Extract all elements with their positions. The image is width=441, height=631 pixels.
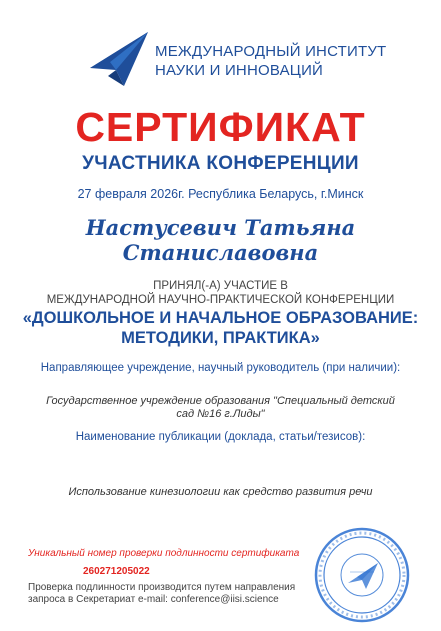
round-seal-stamp-icon	[312, 525, 412, 625]
publication-label: Наименование публикации (доклада, статьи/тезисов):	[75, 431, 366, 443]
conference-name-line-1: «ДОШКОЛЬНОЕ И НАЧАЛЬНОЕ ОБРАЗОВАНИЕ:	[22, 309, 419, 327]
date-place: 27 февраля 2026г. Республика Беларусь, г.Минск	[77, 187, 364, 201]
participant-name	[0, 215, 441, 265]
institution-label: Направляющее учреждение, научный руководитель (при наличии):	[40, 362, 401, 374]
certificate-subtitle: УЧАСТНИКА КОНФЕРЕНЦИИ	[82, 153, 359, 174]
verification-note-line-1: Проверка подлинности производится путем направления	[28, 582, 296, 593]
verification-note	[28, 582, 308, 606]
organization-line-1: МЕЖДУНАРОДНЫЙ ИНСТИТУТ	[155, 43, 387, 60]
verification-note-line-2: запроса в Секретариат e-mail: conference@iisi.science	[28, 594, 279, 605]
participation-line-1: ПРИНЯЛ(-А) УЧАСТИЕ В	[153, 280, 288, 292]
verification-number: 260271205022	[83, 566, 150, 577]
participation-line-2: МЕЖДУНАРОДНОЙ НАУЧНО-ПРАКТИЧЕСКОЙ КОНФЕРЕНЦИИ	[46, 294, 395, 306]
participant-name-line-1: Настусевич Татьяна	[85, 215, 356, 240]
paper-plane-logo-icon	[88, 28, 150, 90]
certificate-title: СЕРТИФИКАТ	[75, 104, 366, 150]
participation-statement	[0, 279, 441, 307]
institution-value	[30, 395, 411, 421]
participant-name-line-2: Станиславовна	[122, 240, 319, 265]
organization-name	[155, 42, 385, 80]
publication-value: Использование кинезиологии как средство развития речи	[68, 486, 373, 498]
institution-value-line-1: Государственное учреждение образования "Специальный детский	[46, 395, 395, 407]
organization-line-2: НАУКИ И ИННОВАЦИЙ	[155, 62, 324, 79]
conference-name-line-2: МЕТОДИКИ, ПРАКТИКА»	[121, 329, 320, 347]
institution-value-line-2: сад №16 г.Лиды"	[176, 408, 265, 420]
conference-name	[0, 308, 441, 348]
verification-label: Уникальный номер проверки подлинности сертификата	[28, 548, 300, 559]
